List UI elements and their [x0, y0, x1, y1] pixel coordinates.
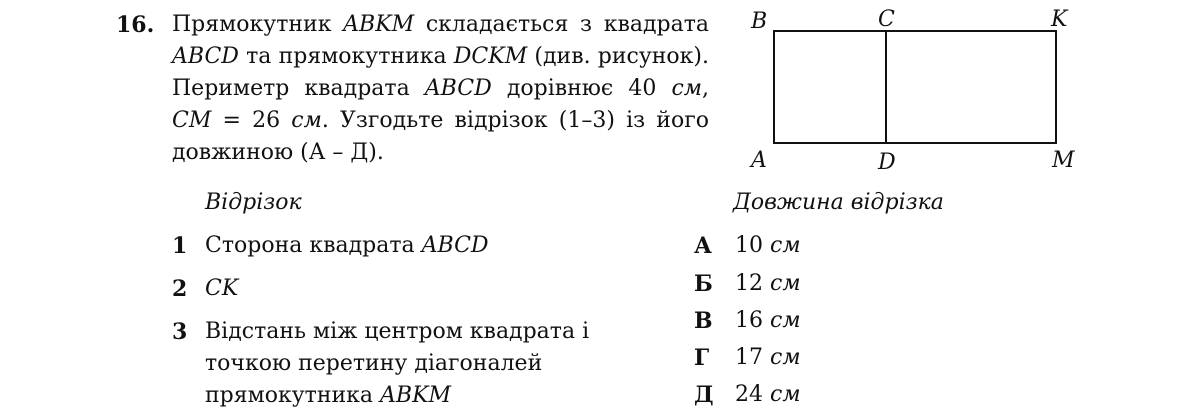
statement-line-3 — [172, 76, 709, 101]
statement-text: см — [671, 76, 702, 101]
statement-text: . Узгодьте відрізок (1–3) із його — [321, 108, 709, 133]
statement-text: складається з квадрата — [414, 12, 709, 37]
option-letter-a: А — [694, 233, 712, 259]
label-m: M — [1052, 148, 1075, 173]
option-value-v — [735, 308, 801, 333]
option-letter-v: В — [694, 308, 713, 334]
label-b: B — [751, 9, 768, 34]
label-c: C — [878, 7, 895, 32]
statement-text: ABKM — [343, 12, 415, 37]
statement-text: ABCD — [424, 76, 492, 101]
statement-text: ABCD — [172, 44, 239, 69]
item-text: Сторона квадрата — [205, 233, 422, 258]
option-value-b — [735, 271, 801, 296]
statement-text: Периметр квадрата — [172, 76, 425, 101]
item-text: Відстань між центром квадрата і — [205, 319, 590, 344]
option-number: 10 — [735, 233, 763, 258]
statement-text: та прямокутника — [238, 44, 454, 69]
problem-number: 16. — [116, 12, 155, 38]
option-unit: см — [770, 308, 801, 333]
option-value-d — [735, 382, 801, 407]
option-letter-g: Г — [694, 345, 710, 371]
item-text-2 — [205, 276, 238, 301]
statement-text: дорівнює 40 — [491, 76, 672, 101]
label-a: A — [751, 148, 767, 173]
item-text: ABCD — [421, 233, 489, 258]
option-unit: см — [770, 233, 801, 258]
statement-text: CM — [172, 108, 212, 133]
item-text-1 — [205, 233, 489, 258]
statement-text: (див. рисунок). — [527, 44, 710, 69]
statement-text: Прямокутник — [172, 12, 344, 37]
statement-line-2 — [172, 44, 709, 69]
rectangle-abkm — [774, 31, 1056, 143]
option-unit: см — [770, 382, 801, 407]
label-k: K — [1051, 7, 1068, 32]
lengths-header: Довжина відрізка — [733, 190, 944, 215]
item-text: ABKM — [380, 383, 452, 408]
item-number-3: 3 — [172, 319, 188, 345]
statement-text: довжиною (А – Д). — [172, 140, 384, 165]
statement-text: = 26 — [211, 108, 292, 133]
item-text: прямокутника — [205, 383, 381, 408]
option-number: 17 — [735, 345, 763, 370]
option-value-g — [735, 345, 801, 370]
option-letter-b: Б — [694, 271, 713, 297]
statement-text: DCKM — [453, 44, 528, 69]
item-text-3-line-2 — [205, 351, 542, 376]
segments-header: Відрізок — [205, 190, 302, 215]
statement-line-1 — [172, 12, 709, 37]
option-unit: см — [770, 271, 801, 296]
item-text: CK — [205, 276, 239, 301]
item-text: точкою перетину діагоналей — [205, 351, 543, 376]
statement-text: см — [291, 108, 322, 133]
item-text-3-line-3 — [205, 383, 451, 408]
item-text-3-line-1 — [205, 319, 589, 344]
statement-text: , — [702, 76, 709, 101]
item-number-2: 2 — [172, 276, 188, 302]
label-d: D — [878, 150, 896, 175]
option-number: 24 — [735, 382, 763, 407]
option-number: 16 — [735, 308, 763, 333]
rectangle-figure — [740, 0, 1100, 180]
option-number: 12 — [735, 271, 763, 296]
option-value-a — [735, 233, 801, 258]
option-letter-d: Д — [694, 382, 714, 408]
item-number-1: 1 — [172, 233, 188, 259]
statement-line-4 — [172, 108, 709, 133]
option-unit: см — [770, 345, 801, 370]
statement-line-5 — [172, 140, 384, 165]
